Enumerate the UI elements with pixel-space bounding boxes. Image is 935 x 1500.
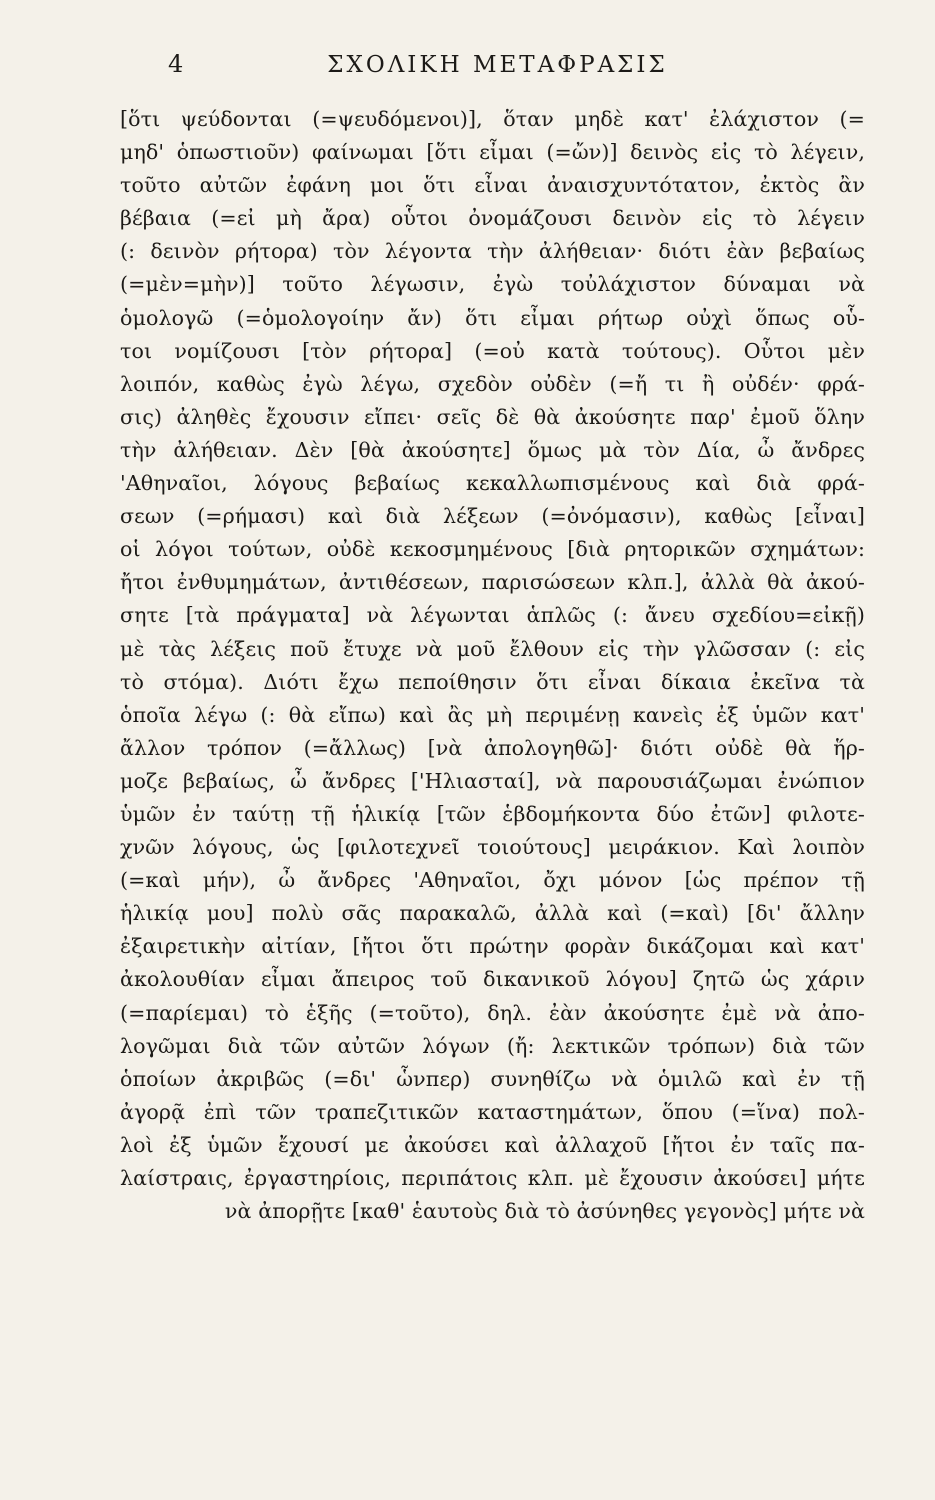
text-line: τὴν ἀλήθειαν. Δὲν [θὰ ἀκούσητε] ὅμως μὰ τὸν Δία, ὦ ἄνδρες <box>120 437 865 462</box>
text-line: ὑμῶν ἐν ταύτῃ τῇ ἡλικίᾳ [τῶν ἑβδομήκοντα δύο ἐτῶν] φιλοτε- <box>120 801 865 826</box>
body-text <box>120 103 865 1228</box>
text-line: σητε [τὰ πράγματα] νὰ λέγωνται ἁπλῶς (: ἄνευ σχεδίου=εἰκῇ) <box>120 603 865 628</box>
text-line: ἡλικίᾳ μου] πολὺ σᾶς παρακαλῶ, ἀλλὰ καὶ (=καὶ) [δι' ἄλλην <box>120 901 865 926</box>
text-line: λοὶ ἐξ ὑμῶν ἔχουσί με ἀκούσει καὶ ἀλλαχοῦ [ἤτοι ἐν ταῖς πα- <box>120 1132 865 1157</box>
text-line: (=παρίεμαι) τὸ ἑξῆς (=τοῦτο), δηλ. ἐὰν ἀκούσητε ἐμὲ νὰ ἀπο- <box>120 1000 865 1025</box>
text-line: μοζε βεβαίως, ὦ ἄνδρες ['Ηλιασταί], νὰ παρουσιάζωμαι ἐνώπιον <box>120 768 865 793</box>
text-line: ὁμολογῶ (=ὁμολογοίην ἄν) ὅτι εἶμαι ρήτωρ οὐχὶ ὅπως οὗ- <box>120 305 865 330</box>
text-line: νὰ ἀπορῇτε [καθ' ἑαυτοὺς διὰ τὸ ἀσύνηθες γεγονὸς] μήτε νὰ <box>224 1199 865 1224</box>
text-line: λογῶμαι διὰ τῶν αὐτῶν λόγων (ἤ: λεκτικῶν τρόπων) διὰ τῶν <box>120 1033 865 1058</box>
text-line: βέβαια (=εἰ μὴ ἄρα) οὗτοι ὀνομάζουσι δεινὸν εἰς τὸ λέγειν <box>120 206 865 231</box>
text-line: ὁποίων ἀκριβῶς (=δι' ὧνπερ) συνηθίζω νὰ ὁμιλῶ καὶ ἐν τῇ <box>120 1066 865 1091</box>
text-line: χνῶν λόγους, ὡς [φιλοτεχνεῖ τοιούτους] μειράκιον. Καὶ λοιπὸν <box>120 835 865 860</box>
text-line: (=μὲν=μὴν)] τοῦτο λέγωσιν, ἐγὼ τοὐλάχιστον δύναμαι νὰ <box>120 272 865 297</box>
text-line: σεων (=ρήμασι) καὶ διὰ λέξεων (=ὀνόμασιν), καθὼς [εἶναι] <box>120 504 865 529</box>
text-line: οἱ λόγοι τούτων, οὐδὲ κεκοσμημένους [διὰ ρητορικῶν σχημάτων: <box>120 537 865 562</box>
text-line: τὸ στόμα). Διότι ἔχω πεποίθησιν ὅτι εἶναι δίκαια ἐκεῖνα τὰ <box>120 669 865 694</box>
text-line: ἀκολουθίαν εἶμαι ἄπειρος τοῦ δικανικοῦ λόγου] ζητῶ ὡς χάριν <box>120 967 865 992</box>
text-line: [ὅτι ψεύδονται (=ψευδόμενοι)], ὅταν μηδὲ κατ' ἐλάχιστον (= <box>120 107 865 131</box>
text-line: 'Αθηναῖοι, λόγους βεβαίως κεκαλλωπισμένους καὶ διὰ φρά- <box>120 471 865 496</box>
text-line: τοι νομίζουσι [τὸν ρήτορα] (=οὐ κατὰ τούτους). Οὗτοι μὲν <box>120 338 865 363</box>
text-line: ἄλλον τρόπον (=ἄλλως) [νὰ ἀπολογηθῶ]· διότι οὐδὲ θὰ ἥρ- <box>120 735 865 760</box>
text-line: σις) ἀληθὲς ἔχουσιν εἴπει· σεῖς δὲ θὰ ἀκούσητε παρ' ἐμοῦ ὅλην <box>120 404 865 429</box>
text-line: τοῦτο αὐτῶν ἐφάνη μοι ὅτι εἶναι ἀναισχυντότατον, ἐκτὸς ἂν <box>120 173 865 198</box>
text-line: (: δεινὸν ρήτορα) τὸν λέγοντα τὴν ἀλήθειαν· διότι ἐὰν βεβαίως <box>120 239 865 264</box>
running-title: ΣΧΟΛΙΚΗ ΜΕΤΑΦΡΑΣΙΣ <box>327 52 668 78</box>
page-header <box>100 50 835 90</box>
page-number: 4 <box>168 50 185 78</box>
text-line: λοιπόν, καθὼς ἐγὼ λέγω, σχεδὸν οὐδὲν (=ἤ τι ἢ οὐδέν· φρά- <box>120 371 865 396</box>
text-line: (=καὶ μήν), ὦ ἄνδρες 'Αθηναῖοι, ὄχι μόνον [ὡς πρέπον τῇ <box>120 868 865 893</box>
text-line: ἤτοι ἐνθυμημάτων, ἀντιθέσεων, παρισώσεων κλπ.], ἀλλὰ θὰ ἀκού- <box>120 570 865 595</box>
text-line: ἐξαιρετικὴν αἰτίαν, [ἤτοι ὅτι πρώτην φορὰν δικάζομαι καὶ κατ' <box>120 934 865 959</box>
text-line: μηδ' ὁπωστιοῦν) φαίνωμαι [ὅτι εἶμαι (=ὤν)] δεινὸς εἰς τὸ λέγειν, <box>120 140 865 165</box>
text-line: ὁποῖα λέγω (: θὰ εἴπω) καὶ ἂς μὴ περιμένῃ κανεὶς ἐξ ὑμῶν κατ' <box>120 702 865 727</box>
text-line: ἀγορᾷ ἐπὶ τῶν τραπεζιτικῶν καταστημάτων, ὅπου (=ἵνα) πολ- <box>120 1099 865 1124</box>
text-line: λαίστραις, ἐργαστηρίοις, περιπάτοις κλπ. μὲ ἔχουσιν ἀκούσει] μήτε <box>120 1166 865 1190</box>
text-line: μὲ τὰς λέξεις ποῦ ἔτυχε νὰ μοῦ ἔλθουν εἰς τὴν γλῶσσαν (: εἰς <box>120 636 865 661</box>
